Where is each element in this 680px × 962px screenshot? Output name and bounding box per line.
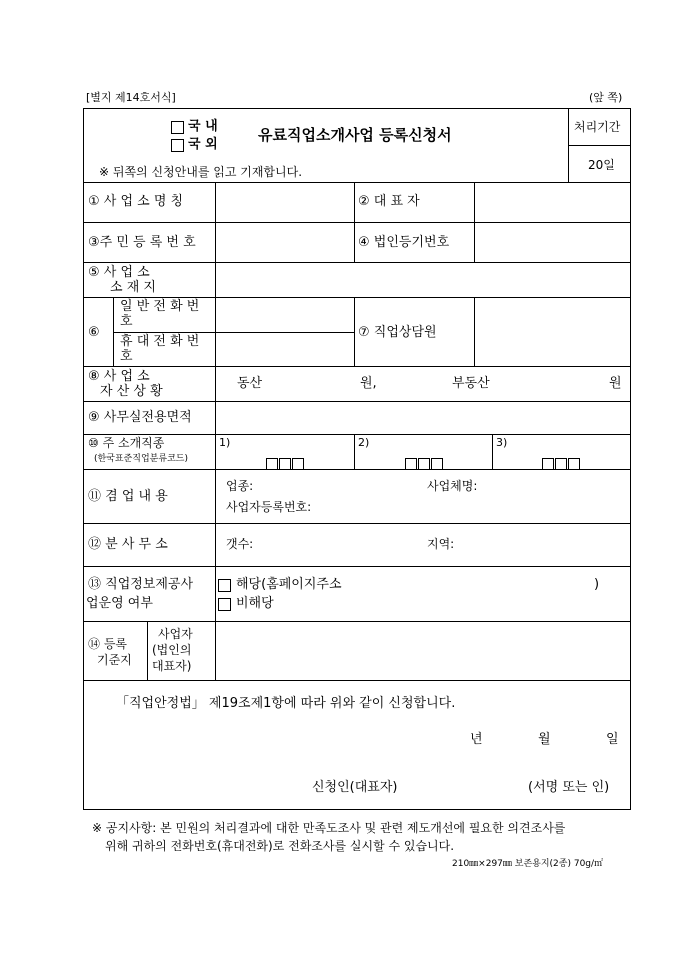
immovable-won-unit: 원 [609,376,622,391]
branch-office-label: ⑫ 분 사 무 소 [88,537,168,552]
paper-spec: 210㎜×297㎜ 보존용지(2종) 70g/㎡ [452,859,604,869]
job-info-label-line2: 업운영 여부 [86,596,153,611]
location-label-line2: 소 재 지 [110,280,156,295]
landline-label-line1: 일 반 전 화 번 [120,299,200,314]
page-side: (앞 쪽) [589,91,623,104]
job-type-2-label: 2) [358,436,370,449]
applicant-label: 신청인(대표자) [312,780,398,795]
business-reg-number-label: 사업자등록번호: [226,500,312,514]
office-area-label: ⑨ 사무실전용면적 [88,410,192,425]
job-info-label-line1: ⑬ 직업정보제공사 [88,577,194,592]
corp-reg-number-field[interactable] [475,223,631,262]
domestic-label: 국 내 [188,119,218,134]
form-number: [별지 제14호서식] [86,91,176,104]
not-applicable-label: 비해당 [236,596,274,611]
applicable-checkbox[interactable] [218,579,231,592]
processing-period-label: 처리기간 [574,120,621,134]
foreign-checkbox[interactable] [171,139,184,152]
owner-label-line1: 사업자 [158,627,193,641]
business-entity-name-label: 사업체명: [427,479,478,493]
assets-label-line1: ⑧ 사 업 소 [88,369,150,384]
owner-label-line3: 대표자) [152,659,192,673]
location-field[interactable] [216,263,631,297]
applicable-close-paren: ) [594,577,600,592]
mobile-label-line1: 휴 대 전 화 번 [120,334,200,349]
reg-criteria-label-line2: 기준지 [97,653,132,667]
job-type-2-code-boxes[interactable] [405,453,444,472]
business-type-label: 업종: [226,479,254,493]
foreign-label: 국 외 [188,137,218,152]
domestic-checkbox[interactable] [171,121,184,134]
location-label-line1: ⑤ 사 업 소 [88,265,150,280]
instruction-note: ※ 뒤쪽의 신청안내를 읽고 기재합니다. [99,165,303,179]
notice-line2: 위해 귀하의 전화번호(휴대전화)로 전화조사를 실시할 수 있습니다. [105,839,455,853]
year-label: 년 [470,732,483,747]
day-label: 일 [606,732,619,747]
job-types-label-line2: (한국표준직업분류코드) [94,454,188,464]
owner-label-line2: (법인의 [152,643,192,657]
movable-won-unit: 원, [360,376,377,391]
not-applicable-checkbox[interactable] [218,598,231,611]
phone-section-number: ⑥ [88,325,100,340]
mobile-label-line2: 호 [120,349,133,364]
job-type-1-code-boxes[interactable] [266,453,305,472]
job-types-label-line1: ⑩ 주 소개직종 [88,436,165,450]
assets-label-line2: 자 산 상 황 [100,384,163,399]
concurrent-business-label: ⑪ 겸 업 내 용 [88,489,168,504]
page-title: 유료직업소개사업 등록신청서 [258,126,452,144]
notice-line1: ※ 공지사항: 본 민원의 처리결과에 대한 만족도조사 및 관련 제도개선에 필요한 의견조사를 [92,821,566,835]
resident-number-label: ③주 민 등 록 번 호 [88,235,196,250]
corp-reg-number-label: ④ 법인등기번호 [358,235,450,250]
mobile-field[interactable] [216,333,354,366]
signature-label: (서명 또는 인) [528,780,610,795]
movable-assets-label: 동산 [237,376,263,391]
branch-count-label: 갯수: [226,537,254,551]
office-area-field[interactable] [216,402,631,434]
job-type-1-label: 1) [219,436,231,449]
resident-number-field[interactable] [216,223,354,262]
counselor-label: ⑦ 직업상담원 [358,325,437,340]
job-type-3-label: 3) [496,436,508,449]
job-type-3-code-boxes[interactable] [542,453,581,472]
branch-region-label: 지역: [427,537,455,551]
business-name-label: ① 사 업 소 명 칭 [88,194,184,209]
counselor-field[interactable] [475,298,631,366]
business-name-field[interactable] [216,183,354,222]
landline-field[interactable] [216,298,354,332]
reg-criteria-field[interactable] [216,622,631,680]
month-label: 월 [538,732,551,747]
representative-label: ② 대 표 자 [358,194,420,209]
reg-criteria-label-line1: ⑭ 등록 [88,637,127,651]
applicable-label: 해당(홈페이지주소 [236,577,342,592]
representative-field[interactable] [475,183,631,222]
processing-period-value: 20일 [588,158,615,172]
landline-label-line2: 호 [120,314,133,329]
immovable-assets-label: 부동산 [452,376,490,391]
declaration-statement: 「직업안정법」 제19조제1항에 따라 위와 같이 신청합니다. [116,696,456,711]
